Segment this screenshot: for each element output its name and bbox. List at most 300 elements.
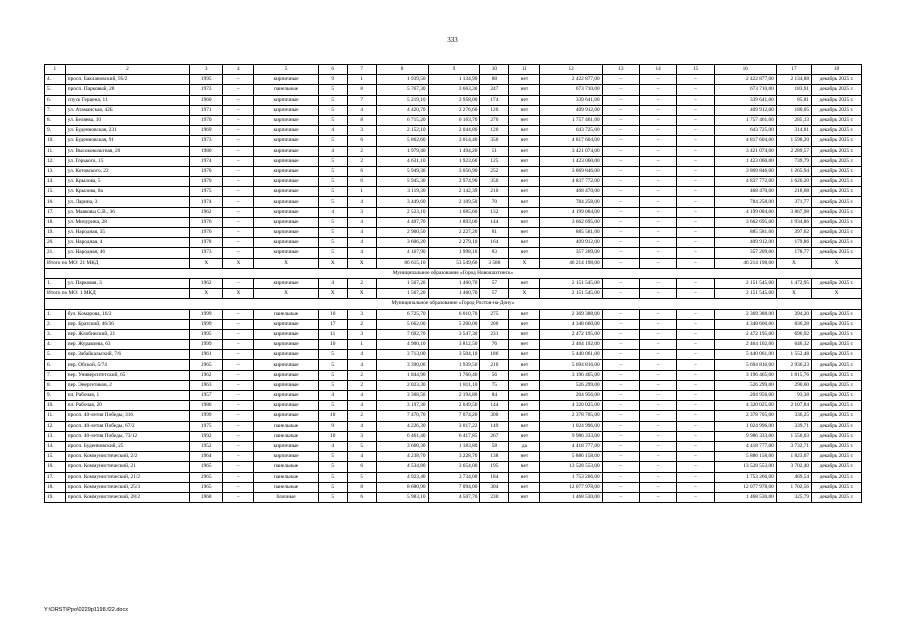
table-cell: 1976 — [190, 228, 223, 238]
address-cell: пер. Забайкальский, 7/6 — [65, 350, 189, 360]
table-cell: 5 — [347, 472, 376, 482]
table-cell: 10 — [318, 309, 347, 319]
table-cell: 409 912,00 — [540, 105, 602, 115]
table-cell: 469,54 — [776, 472, 811, 482]
table-cell: 231 — [480, 329, 509, 339]
table-cell: 2 142,39 — [428, 187, 480, 197]
table-cell: – — [640, 492, 677, 502]
table-cell: кирпичные — [254, 329, 318, 339]
table-cell: декабрь 2025 г. — [812, 166, 862, 176]
table-cell: – — [640, 115, 677, 125]
table-cell: 83 — [480, 248, 509, 258]
table-cell: 200 — [480, 319, 509, 329]
table-cell: 5 — [318, 360, 347, 370]
table-cell: декабрь 2025 г. — [812, 207, 862, 217]
table-cell: – — [602, 309, 639, 319]
table-cell: 3 660,30 — [376, 441, 428, 451]
address-cell: просп. Баклановский, 95/2 — [65, 75, 189, 85]
table-cell: 1965 — [190, 462, 223, 472]
column-number: 16 — [714, 65, 776, 75]
table-cell: нет — [509, 309, 540, 319]
table-cell: 3 812,50 — [428, 340, 480, 350]
table-cell: 13. — [45, 166, 66, 176]
table-cell: – — [223, 431, 254, 441]
table-cell: 2 151 545,00 — [714, 289, 776, 299]
table-cell: – — [223, 401, 254, 411]
table-cell: 1973 — [190, 248, 223, 258]
table-cell: 3 119,30 — [376, 187, 428, 197]
table-cell: декабрь 2025 г. — [812, 472, 862, 482]
table-cell: 252 — [480, 166, 509, 176]
table-cell: 6 417,85 — [428, 431, 480, 441]
address-cell: ул. Высоковольтная, 20 — [65, 146, 189, 156]
table-cell: кирпичные — [254, 411, 318, 421]
table-cell: 174 — [480, 95, 509, 105]
table-cell: – — [677, 309, 714, 319]
table-cell: 6 — [347, 166, 376, 176]
table-cell: 8 — [347, 115, 376, 125]
table-cell: – — [677, 431, 714, 441]
table-cell: – — [640, 85, 677, 95]
table-cell: 56 — [480, 370, 509, 380]
table-cell: нет — [509, 340, 540, 350]
table-cell: 2 369 388,00 — [540, 309, 602, 319]
table-cell: – — [602, 115, 639, 125]
table-cell: 5 — [318, 228, 347, 238]
table-cell: – — [677, 95, 714, 105]
table-cell: 3 390,00 — [376, 360, 428, 370]
table-cell: 3 958,00 — [428, 95, 480, 105]
table-cell: кирпичные — [254, 115, 318, 125]
table-cell: 1995 — [190, 329, 223, 339]
table-cell: – — [677, 411, 714, 421]
table-cell: – — [677, 452, 714, 462]
table-cell: 1 265,94 — [776, 166, 811, 176]
table-cell: 4 — [318, 146, 347, 156]
table-cell: 5 — [318, 156, 347, 166]
total-row — [45, 258, 862, 268]
table-cell: 4 — [347, 248, 376, 258]
table-cell: кирпичные — [254, 238, 318, 248]
table-cell: 5 694 816,00 — [540, 360, 602, 370]
table-cell: 2 152,10 — [376, 126, 428, 136]
address-cell: просп. 40-летия Победы, 316 — [65, 411, 189, 421]
table-cell: декабрь 2025 г. — [812, 350, 862, 360]
table-cell: 3 197,30 — [376, 401, 428, 411]
table-cell: нет — [509, 105, 540, 115]
table-row — [45, 146, 862, 156]
address-cell: ул. Народная, 35 — [65, 228, 189, 238]
table-cell: 184 — [480, 472, 509, 482]
table-cell: нет — [509, 166, 540, 176]
table-cell: 51 — [480, 146, 509, 156]
table-cell: – — [602, 197, 639, 207]
table-cell: 2 — [347, 380, 376, 390]
address-cell: просп. Коммунистический, 21/2 — [65, 472, 189, 482]
table-row — [45, 156, 862, 166]
table-cell: 2 378 705,00 — [540, 411, 602, 421]
table-cell: 7 692,70 — [376, 329, 428, 339]
table-cell: 1 460,70 — [428, 278, 480, 288]
table-cell: 1962 — [190, 370, 223, 380]
address-cell: ул. Мичурина, 28 — [65, 217, 189, 227]
address-cell: ул. Народная, 46 — [65, 248, 189, 258]
table-cell: 2 523,10 — [376, 207, 428, 217]
table-cell: – — [602, 452, 639, 462]
table-cell: 3 228,70 — [428, 452, 480, 462]
table-cell: нет — [509, 411, 540, 421]
table-cell: – — [677, 391, 714, 401]
table-cell: 11 — [318, 329, 347, 339]
table-cell: – — [602, 360, 639, 370]
table-cell: – — [223, 85, 254, 95]
table-row — [45, 319, 862, 329]
table-cell: 2 044,80 — [428, 126, 480, 136]
table-cell: 1970 — [190, 166, 223, 176]
table-cell: – — [223, 197, 254, 207]
table-cell: 5 — [318, 136, 347, 146]
table-cell: – — [640, 309, 677, 319]
table-row — [45, 136, 862, 146]
table-cell: 14. — [45, 441, 66, 451]
table-cell: X — [223, 258, 254, 268]
table-cell: 2 107,84 — [776, 401, 811, 411]
table-cell: нет — [509, 391, 540, 401]
table-cell: – — [602, 380, 639, 390]
table-cell: – — [223, 166, 254, 176]
address-cell: просп. Парковый, 28 — [65, 85, 189, 95]
table-cell: – — [602, 319, 639, 329]
table-cell: декабрь 2025 г. — [812, 75, 862, 85]
table-cell: декабрь 2025 г. — [812, 177, 862, 187]
table-cell: 5 694 816,00 — [714, 360, 776, 370]
table-cell: – — [677, 115, 714, 125]
table-cell: 5 — [318, 217, 347, 227]
table-cell: – — [677, 421, 714, 431]
table-cell: 2 — [347, 370, 376, 380]
table-cell: 1965 — [190, 482, 223, 492]
table-row — [45, 187, 862, 197]
table-cell: 1 567,20 — [376, 289, 428, 299]
table-cell: 5 — [318, 350, 347, 360]
table-cell: 3 017,22 — [428, 421, 480, 431]
table-cell: 3 196 465,00 — [714, 370, 776, 380]
table-cell: 10 — [318, 340, 347, 350]
table-cell: 357 209,00 — [540, 248, 602, 258]
table-cell: нет — [509, 452, 540, 462]
table-cell: 125 — [480, 156, 509, 166]
table-cell: 138 — [480, 452, 509, 462]
table-cell: нет — [509, 85, 540, 95]
table-cell: нет — [509, 136, 540, 146]
table-cell: 3 014,40 — [428, 136, 480, 146]
table-cell: декабрь 2025 г. — [812, 482, 862, 492]
total-row — [45, 289, 862, 299]
address-cell: ул. Парковая, 3 — [65, 278, 189, 288]
table-row — [45, 340, 862, 350]
table-cell: 183,91 — [776, 85, 811, 95]
table-cell: 12. — [45, 156, 66, 166]
table-row — [45, 401, 862, 411]
table-cell: 1999 — [190, 319, 223, 329]
table-cell: 210 — [480, 187, 509, 197]
table-cell: 5 — [318, 482, 347, 492]
table-cell: 8 680,90 — [376, 482, 428, 492]
table-cell: 5 — [318, 248, 347, 258]
table-cell: нет — [509, 278, 540, 288]
table-cell: 1 567,20 — [376, 278, 428, 288]
table-cell: 2 472 195,00 — [714, 329, 776, 339]
address-cell: пл. Рабочая, 20 — [65, 401, 189, 411]
table-cell: 57 — [480, 278, 509, 288]
table-cell: 1 552,48 — [776, 350, 811, 360]
table-cell: – — [223, 248, 254, 258]
table-cell: 1 939,50 — [376, 75, 428, 85]
table-cell: 1957 — [190, 391, 223, 401]
table-cell: 739,79 — [776, 156, 811, 166]
table-cell: 3 662 695,00 — [714, 217, 776, 227]
table-cell: – — [602, 431, 639, 441]
table-row — [45, 452, 862, 462]
table-cell: – — [640, 217, 677, 227]
table-cell: 5 200,00 — [428, 319, 480, 329]
table-cell: 5 — [318, 105, 347, 115]
table-cell: 371,77 — [776, 197, 811, 207]
table-row — [45, 462, 862, 472]
table-cell: – — [677, 197, 714, 207]
table-cell: 300 — [480, 411, 509, 421]
table-cell: декабрь 2025 г. — [812, 248, 862, 258]
column-number: 14 — [640, 65, 677, 75]
table-cell: 204 956,00 — [714, 391, 776, 401]
table-cell: 4 — [347, 228, 376, 238]
table-cell: 468 470,00 — [714, 187, 776, 197]
table-cell: – — [640, 126, 677, 136]
table-cell: 6 — [347, 462, 376, 472]
section-title: Муниципальное образование «Город Ростов-на-Дону» — [45, 299, 862, 309]
table-cell: X — [509, 258, 540, 268]
table-cell: 2 279,10 — [428, 238, 480, 248]
table-row — [45, 391, 862, 401]
table-cell: 397,62 — [776, 228, 811, 238]
table-cell: – — [677, 166, 714, 176]
table-cell: нет — [509, 126, 540, 136]
table-cell: X — [254, 289, 318, 299]
table-cell: – — [640, 421, 677, 431]
table-cell: – — [677, 146, 714, 156]
table-cell: 4 199 084,00 — [540, 207, 602, 217]
table-cell: 4 — [347, 401, 376, 411]
table-cell: 5 — [318, 472, 347, 482]
address-cell: ул. Горького, 15 — [65, 156, 189, 166]
table-cell: 120 — [480, 126, 509, 136]
table-cell: 7 074,20 — [428, 411, 480, 421]
table-cell: кирпичные — [254, 75, 318, 85]
table-cell: декабрь 2025 г. — [812, 452, 862, 462]
table-cell: 2 — [347, 319, 376, 329]
table-cell: 2 464 102,00 — [714, 340, 776, 350]
table-cell: декабрь 2025 г. — [812, 421, 862, 431]
table-cell: – — [640, 278, 677, 288]
table-cell: 9 986 333,00 — [714, 431, 776, 441]
table-cell: 1 556,03 — [776, 431, 811, 441]
table-cell: 76 — [480, 340, 509, 350]
address-cell: просп. Коммунистический, 21 — [65, 462, 189, 472]
table-cell: 11. — [45, 411, 66, 421]
table-cell: 13. — [45, 431, 66, 441]
table-cell: 5 — [318, 462, 347, 472]
table-row — [45, 482, 862, 492]
table-cell: 1974 — [190, 197, 223, 207]
table-cell: – — [677, 370, 714, 380]
table-cell: – — [602, 177, 639, 187]
table-cell: 1 468 530,00 — [540, 492, 602, 502]
table-cell: 409 912,00 — [714, 105, 776, 115]
table-cell: 2 023,30 — [376, 380, 428, 390]
table-cell: – — [602, 401, 639, 411]
table-cell: да — [509, 441, 540, 451]
table-cell: 218,68 — [776, 187, 811, 197]
column-number: 15 — [677, 65, 714, 75]
table-cell: 17. — [45, 472, 66, 482]
table-cell: – — [602, 217, 639, 227]
table-cell: декабрь 2025 г. — [812, 431, 862, 441]
buildings-table — [44, 64, 862, 503]
table-cell: декабрь 2025 г. — [812, 197, 862, 207]
table-cell: нет — [509, 187, 540, 197]
table-cell: 336,25 — [776, 411, 811, 421]
table-cell: – — [640, 340, 677, 350]
table-cell: – — [223, 217, 254, 227]
table-cell: 16. — [45, 197, 66, 207]
column-number: 6 — [318, 65, 347, 75]
address-cell: просп. 40-летия Победы, 73/12 — [65, 431, 189, 441]
table-cell: 1 760,40 — [428, 370, 480, 380]
table-cell: 1 024 996,00 — [714, 421, 776, 431]
address-cell: просп. Коммунистический, 25/3 — [65, 482, 189, 492]
table-cell: – — [223, 441, 254, 451]
table-cell: декабрь 2025 г. — [812, 217, 862, 227]
table-cell: 2 974,90 — [428, 177, 480, 187]
address-cell: бул. Комарова, 16/2 — [65, 309, 189, 319]
table-cell: 12. — [45, 421, 66, 431]
table-cell: 409 912,00 — [714, 238, 776, 248]
table-cell: декабрь 2025 г. — [812, 401, 862, 411]
table-cell: – — [640, 197, 677, 207]
table-cell: 5 662,00 — [376, 319, 428, 329]
column-number: 5 — [254, 65, 318, 75]
table-cell: 5 983,10 — [376, 492, 428, 502]
table-cell: 1 494,20 — [428, 146, 480, 156]
address-cell: пер. Журавлева, 63 — [65, 340, 189, 350]
table-cell: нет — [509, 380, 540, 390]
table-row — [45, 431, 862, 441]
table-row — [45, 166, 862, 176]
table-cell: – — [223, 370, 254, 380]
table-cell: 2 227,20 — [428, 228, 480, 238]
table-cell: 15. — [45, 452, 66, 462]
table-cell: нет — [509, 329, 540, 339]
table-cell: 4 817 604,00 — [714, 136, 776, 146]
table-cell: X — [190, 289, 223, 299]
table-cell: – — [223, 360, 254, 370]
table-cell: – — [223, 492, 254, 502]
table-cell: кирпичные — [254, 319, 318, 329]
table-cell: – — [223, 309, 254, 319]
table-cell: – — [640, 401, 677, 411]
table-cell: 19. — [45, 228, 66, 238]
table-cell: X — [318, 289, 347, 299]
column-number: 10 — [480, 65, 509, 75]
table-cell: нет — [509, 156, 540, 166]
table-cell: нет — [509, 217, 540, 227]
table-cell: 6. — [45, 360, 66, 370]
table-row — [45, 85, 862, 95]
table-cell: – — [223, 329, 254, 339]
table-cell: 4 238,70 — [376, 452, 428, 462]
table-cell: – — [602, 187, 639, 197]
table-cell: 17. — [45, 207, 66, 217]
table-cell: – — [223, 421, 254, 431]
table-cell: 5 — [318, 452, 347, 462]
table-cell: – — [640, 431, 677, 441]
table-cell: 3 504,10 — [428, 350, 480, 360]
table-cell: нет — [509, 228, 540, 238]
table-cell: 1 844,90 — [376, 370, 428, 380]
table-cell: – — [223, 350, 254, 360]
table-cell: – — [223, 462, 254, 472]
table-cell: – — [677, 319, 714, 329]
table-cell: – — [677, 472, 714, 482]
table-cell: 409 912,00 — [540, 238, 602, 248]
table-cell: 75 — [480, 380, 509, 390]
table-cell: – — [640, 289, 677, 299]
table-cell: 8. — [45, 380, 66, 390]
table-row — [45, 441, 862, 451]
table-cell: 5 — [347, 441, 376, 451]
table-cell: кирпичные — [254, 401, 318, 411]
table-cell: – — [677, 85, 714, 95]
table-row — [45, 492, 862, 502]
table-cell: 357 209,00 — [714, 248, 776, 258]
table-cell: 7 094,00 — [428, 482, 480, 492]
table-cell: кирпичные — [254, 391, 318, 401]
table-cell: декабрь 2025 г. — [812, 492, 862, 502]
table-cell: 1974 — [190, 156, 223, 166]
table-cell: – — [223, 319, 254, 329]
table-cell: 10. — [45, 401, 66, 411]
table-cell: 179,86 — [776, 238, 811, 248]
table-cell: – — [602, 248, 639, 258]
table-cell: декабрь 2025 г. — [812, 340, 862, 350]
table-cell: декабрь 2025 г. — [812, 329, 862, 339]
table-cell: – — [223, 156, 254, 166]
table-cell: нет — [509, 146, 540, 156]
table-cell: 9. — [45, 126, 66, 136]
table-cell: – — [223, 228, 254, 238]
table-cell: 5 219,10 — [376, 95, 428, 105]
table-cell: – — [223, 75, 254, 85]
table-cell: – — [677, 105, 714, 115]
table-cell: 2 — [347, 411, 376, 421]
address-cell: ул. Буденновская, 91 — [65, 136, 189, 146]
table-cell: нет — [509, 95, 540, 105]
table-cell: 5 — [318, 370, 347, 380]
table-cell: 696,92 — [776, 329, 811, 339]
table-cell: 4 837 772,00 — [540, 177, 602, 187]
table-cell: 3 — [347, 207, 376, 217]
address-cell: пер. Жлобинский, 21 — [65, 329, 189, 339]
